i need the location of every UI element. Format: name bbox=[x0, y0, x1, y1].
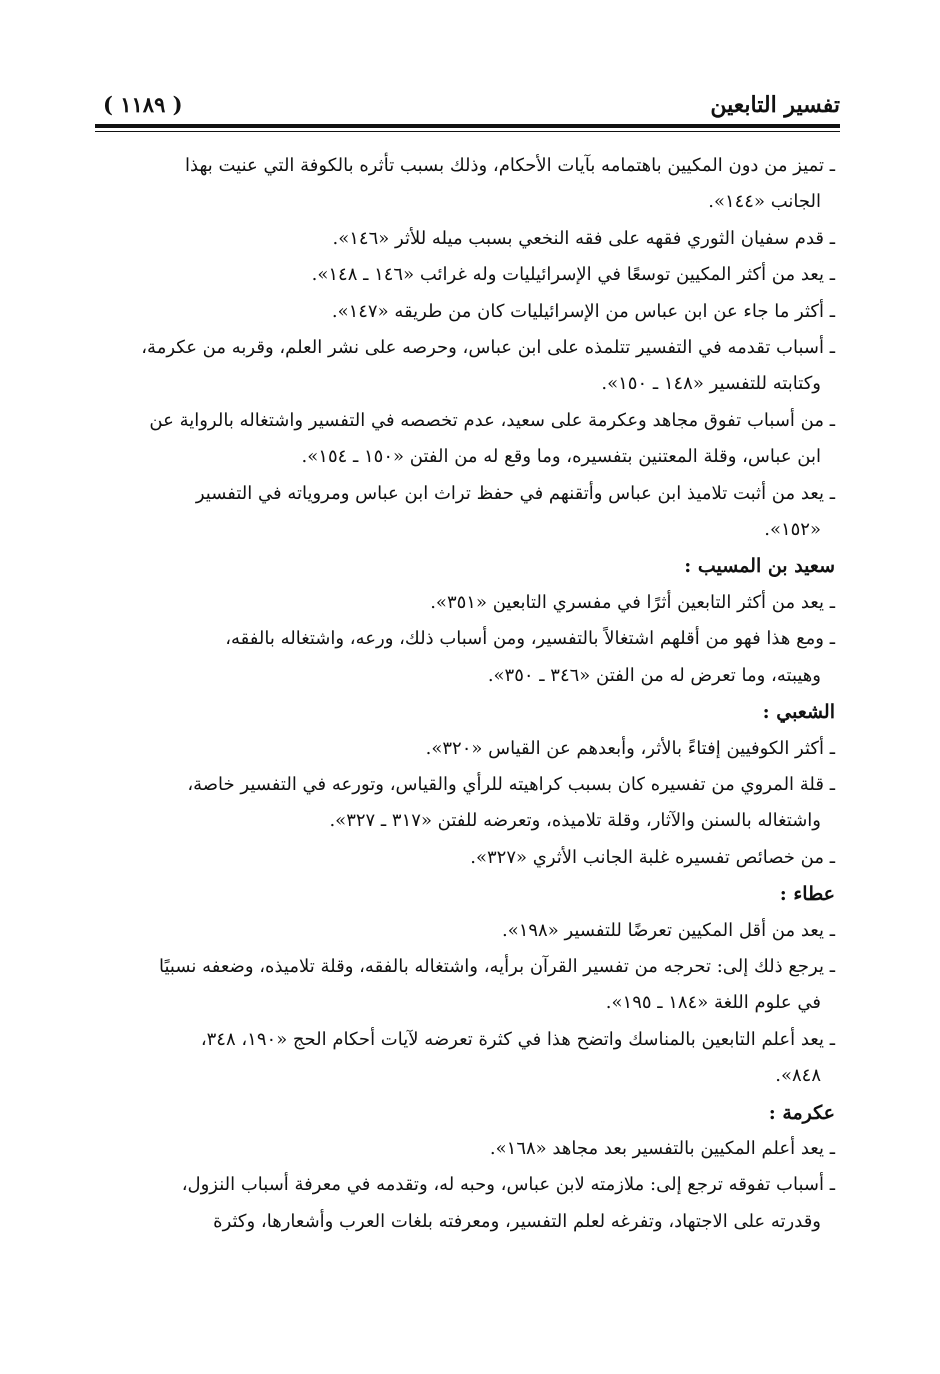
section-heading: عطاء : bbox=[779, 883, 835, 906]
section-heading: الشعبي : bbox=[762, 701, 835, 724]
header-rule-thick bbox=[95, 124, 840, 128]
list-item-line: ـ أكثر ما جاء عن ابن عباس من الإسرائيليات كان من طريقه «١٤٧». bbox=[331, 300, 835, 322]
list-item-line: ـ يرجع ذلك إلى: تحرجه من تفسير القرآن برأيه، واشتغاله بالفقه، وقلة تلاميذه، وضعفه نسبيًا bbox=[158, 955, 835, 977]
list-item-line: ـ أكثر الكوفيين إفتاءً بالأثر، وأبعدهم عن القياس «٣٢٠». bbox=[425, 737, 835, 759]
list-item-line: ـ يعد من أثبت تلاميذ ابن عباس وأتقنهم في حفظ تراث ابن عباس ومروياته في التفسير bbox=[195, 482, 835, 504]
text-line-continuation: الجانب «١٤٤». bbox=[708, 191, 821, 213]
list-item-line: ـ يعد أعلم التابعين بالمناسك واتضح هذا في كثرة تعرضه لآيات أحكام الحج «١٩٠، ٣٤٨، bbox=[200, 1028, 835, 1050]
list-item-line: ـ أسباب تفوقه ترجع إلى: ملازمته لابن عباس، وحبه له، وتقدمه في معرفة أسباب النزول، bbox=[181, 1174, 835, 1196]
text-line-continuation: ٨٤٨». bbox=[775, 1065, 821, 1087]
list-item-line: ـ قلة المروي من تفسيره كان بسبب كراهيته للرأي والقياس، وتورعه في التفسير خاصة، bbox=[187, 773, 835, 795]
list-item-line: ـ يعد من أكثر المكيين توسعًا في الإسرائيليات وله غرائب «١٤٦ ـ ١٤٨». bbox=[311, 264, 835, 286]
list-item-line: ـ قدم سفيان الثوري فقهه على فقه النخعي بسبب ميله للأثر «١٤٦». bbox=[332, 227, 835, 249]
text-line-continuation: ابن عباس، وقلة المعتنين بتفسيره، وما وقع له من الفتن «١٥٠ ـ ١٥٤». bbox=[301, 446, 821, 468]
running-title: تفسير التابعين bbox=[710, 92, 840, 118]
list-item-line: ـ يعد أعلم المكيين بالتفسير بعد مجاهد «١٦٨». bbox=[489, 1137, 835, 1159]
list-item-line: ـ يعد من أكثر التابعين أثرًا في مفسري التابعين «٣٥١». bbox=[430, 591, 835, 613]
page-number: ( ١١٨٩ ) bbox=[103, 92, 183, 117]
list-item-line: ـ يعد من أقل المكيين تعرضًا للتفسير «١٩٨». bbox=[501, 919, 835, 941]
page-header bbox=[95, 92, 840, 126]
list-item-line: ـ أسباب تقدمه في التفسير تتلمذه على ابن عباس، وحرصه على نشر العلم، وقربه من عكرمة، bbox=[141, 337, 835, 359]
text-line-continuation: «١٥٢». bbox=[764, 519, 821, 541]
list-item-line: ـ ومع هذا فهو من أقلهم اشتغالاً بالتفسير، ومن أسباب ذلك، ورعه، واشتغاله بالفقه، bbox=[225, 628, 835, 650]
page-body bbox=[95, 148, 835, 1240]
header-rule-thin bbox=[95, 131, 840, 132]
text-line-continuation: في علوم اللغة «١٨٤ ـ ١٩٥». bbox=[605, 992, 821, 1014]
list-item-line: ـ من أسباب تفوق مجاهد وعكرمة على سعيد، عدم تخصصه في التفسير واشتغاله بالرواية عن bbox=[149, 409, 835, 431]
text-line-continuation: وكتابته للتفسير «١٤٨ ـ ١٥٠». bbox=[601, 373, 821, 395]
list-item-line: ـ من خصائص تفسيره غلبة الجانب الأثري «٣٢٧». bbox=[470, 846, 835, 868]
section-heading: سعيد بن المسيب : bbox=[684, 555, 835, 578]
text-line-continuation: وقدرته على الاجتهاد، وتفرغه لعلم التفسير، ومعرفته بلغات العرب وأشعارها، وكثرة bbox=[213, 1210, 821, 1232]
text-line-continuation: وهيبته، وما تعرض له من الفتن «٣٤٦ ـ ٣٥٠». bbox=[487, 664, 821, 686]
list-item-line: ـ تميز من دون المكيين باهتمامه بآيات الأحكام، وذلك بسبب تأثره بالكوفة التي عنيت بهذا bbox=[185, 155, 835, 176]
section-heading: عكرمة : bbox=[768, 1101, 835, 1124]
text-line-continuation: واشتغاله بالسنن والآثار، وقلة تلاميذه، وتعرضه للفتن «٣١٧ ـ ٣٢٧». bbox=[329, 810, 821, 832]
